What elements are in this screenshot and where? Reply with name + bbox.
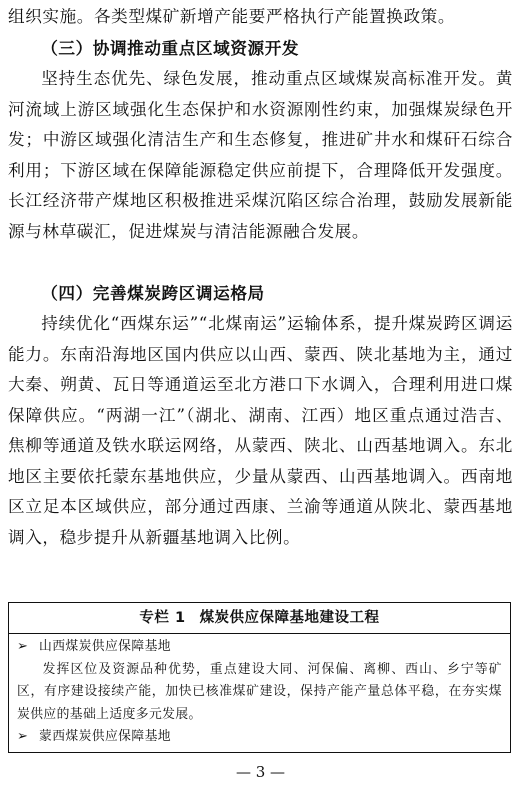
box-item-heading-text: 山西煤炭供应保障基地 xyxy=(39,639,171,654)
paragraph-continuation: 组织实施。各类型煤矿新增产能要严格执行产能置换政策。 xyxy=(8,7,456,26)
paragraph-regional-development: 坚持生态优先、绿色发展，推动重点区域煤炭高标准开发。黄河流域上游区域强化生态保护和水资源刚性约束，加强煤炭绿色开发；中游区域强化清洁生产和生态修复，推进矿井水和煤矸石综合利用；下游区域在保障能源稳定供应前提下，合理降低开发强度。长江经济带产煤地区积极推进采煤沉陷区综合治理，鼓励发展新能源与林草碳汇，促进煤炭与清洁能源融合发展。 xyxy=(8,69,513,241)
arrow-bullet-icon: ➢ xyxy=(17,639,29,654)
column-box-label: 专栏 1 xyxy=(139,610,186,626)
column-box-heading: 煤炭供应保障基地建设工程 xyxy=(199,610,380,626)
paragraph-cross-region-transport: 持续优化“西煤东运”“北煤南运”运输体系，提升煤炭跨区调运能力。东南沿海地区国内供应以山西、蒙西、陕北基地为主，通过大秦、朔黄、瓦日等通道运至北方港口下水调入，合理利用进口煤保障供应。“两湖一江”（湖北、湖南、江西）地区重点通过浩吉、焦柳等通道及铁水联运网络，从蒙西、陕北、山西基地调入。东北地区主要依托蒙东基地供应，少量从蒙西、山西基地调入。西南地区立足本区域供应，部分通过西康、兰渝等通道从陕北、蒙西基地调入，稳步提升从新疆基地调入比例。 xyxy=(8,314,513,547)
column-box xyxy=(8,602,511,753)
column-box-title xyxy=(9,603,510,634)
column-box-body xyxy=(9,634,510,749)
box-item-heading xyxy=(17,726,502,749)
page-number: — 3 — xyxy=(235,763,286,781)
arrow-bullet-icon: ➢ xyxy=(17,729,29,744)
box-item-heading xyxy=(17,636,502,659)
box-item-heading-text: 蒙西煤炭供应保障基地 xyxy=(39,729,171,744)
box-item-text: 发挥区位及资源品种优势，重点建设大同、河保偏、离柳、西山、乡宁等矿区，有序建设接续产能，加快已核准煤矿建设，保持产能产量总体平稳，在夯实煤炭供应的基础上适度多元发展。 xyxy=(17,661,502,722)
section-heading-3: （三）协调推动重点区域资源开发 xyxy=(41,38,300,58)
section-heading-4: （四）完善煤炭跨区调运格局 xyxy=(41,283,265,303)
